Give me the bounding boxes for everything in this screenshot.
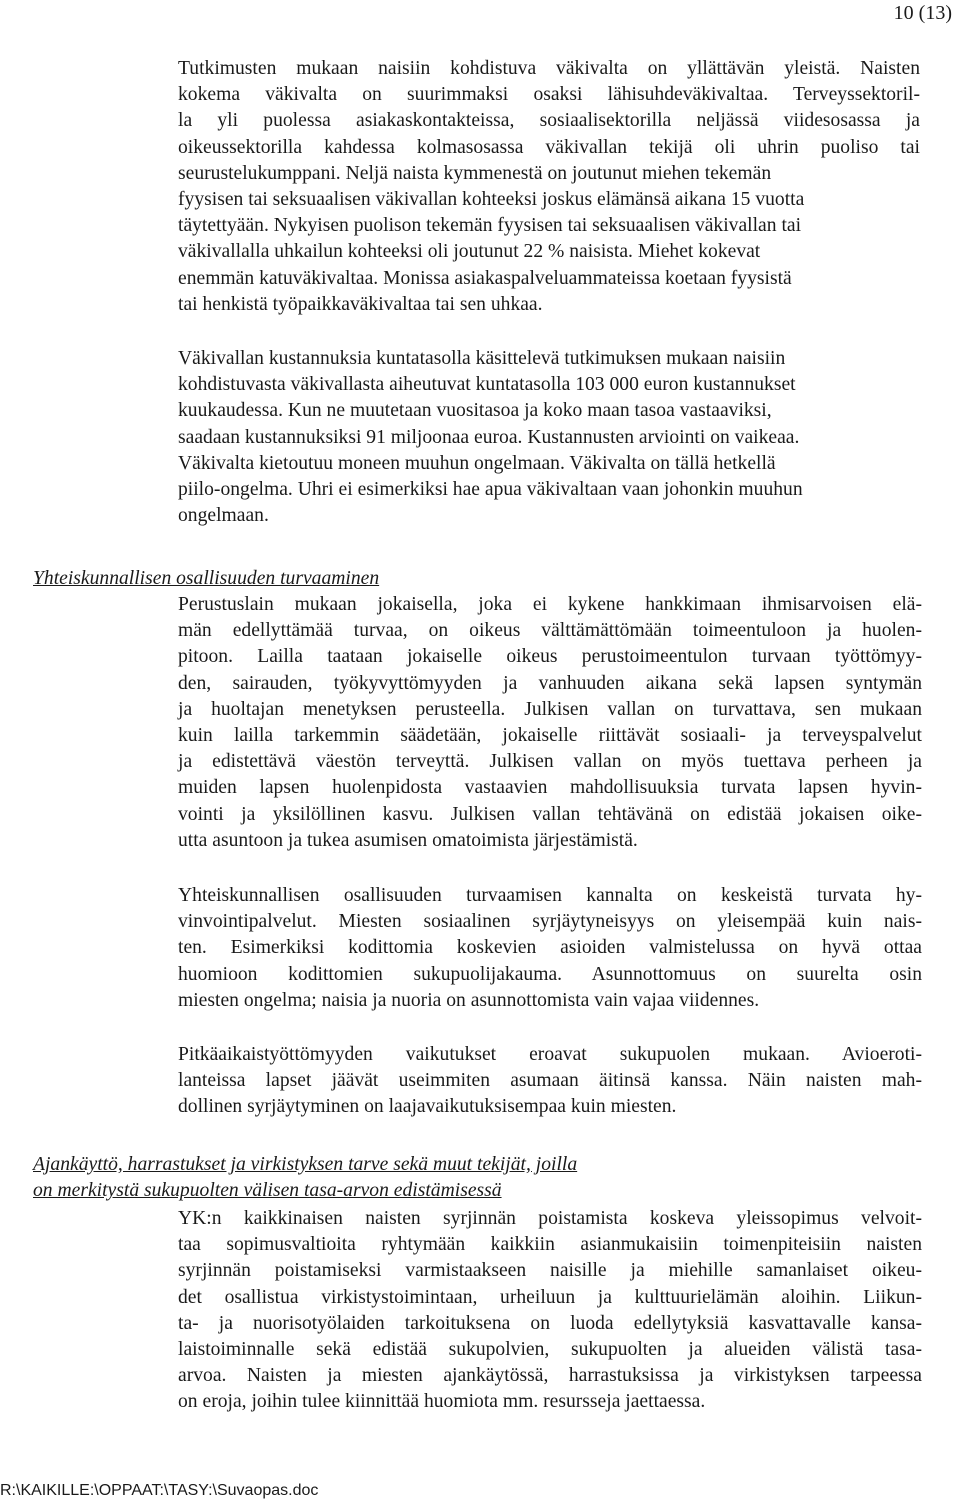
text-line: ja edistettävä väestön terveyttä. Julkisen vallan on myös tuettava perheen ja <box>178 751 922 773</box>
text-line: enemmän katuväkivaltaa. Monissa asiakaspalveluammateissa koetaan fyysistä <box>178 267 792 289</box>
paragraph-constitution <box>178 592 922 854</box>
text-line: la yli puolessa asiakaskontakteissa, sosiaalisektorilla neljässä viidesosassa ja <box>178 110 920 132</box>
heading-line: Ajankäyttö, harrastukset ja virkistyksen tarve sekä muut tekijät, joilla <box>33 1154 578 1175</box>
text-line: Perustuslain mukaan jokaisella, joka ei kykene hankkimaan ihmisarvoisen elä- <box>178 594 922 615</box>
text-line: ongelmaan. <box>178 505 269 527</box>
text-line: arvoa. Naisten ja miesten ajankäytössä, harrastuksissa ja virkistyksen tarpeessa <box>178 1365 922 1387</box>
paragraph-welfare-services <box>178 883 922 1014</box>
text-line: tai henkistä työpaikkaväkivaltaa tai sen uhkaa. <box>178 293 543 315</box>
text-line: saadaan kustannuksiksi 91 miljoonaa euroa. Kustannusten arviointi on vaikeaa. <box>178 426 800 448</box>
text-line: Pitkäaikaistyöttömyyden vaikutukset eroavat sukupuolen mukaan. Avioeroti- <box>178 1044 922 1065</box>
section-heading-social-inclusion <box>33 566 379 592</box>
text-line: seurustelukumppani. Neljä naista kymmenestä on joutunut miehen tekemän <box>178 162 772 184</box>
text-line: piilo-ongelma. Uhri ei esimerkiksi hae apua väkivaltaan vaan johonkin muuhun <box>178 478 803 500</box>
text-line: taa sopimusvaltioita ryhtymään kaikkiin asianmukaisiin toimenpiteisiin naisten <box>178 1234 922 1256</box>
text-line: män edellyttämää turvaa, on oikeus välttämättömään toimeentuloon ja huolen- <box>178 620 922 642</box>
text-line: laistoiminnalle sekä edistää sukupolvien, sukupuolten ja alueiden välistä tasa- <box>178 1338 922 1360</box>
text-line: kuukaudessa. Kun ne muutetaan vuositasoa ja koko maan tasoa vastaaviksi, <box>178 400 772 422</box>
text-line: kuin lailla tarkemmin säädetään, jokaiselle riittävät sosiaali- ja terveyspalvelut <box>178 724 922 746</box>
text-line: pitoon. Lailla taataan jokaiselle oikeus perustoimeentulon turvaan työttömyy- <box>178 646 922 668</box>
text-line: YK:n kaikkinaisen naisten syrjinnän poistamista koskeva yleissopimus velvoit- <box>178 1208 922 1229</box>
text-line: lanteissa lapset jäävät useimmiten asumaan äitinsä kanssa. Näin naisten mah- <box>178 1070 922 1092</box>
text-line: muiden lapsen huolenpidosta vastaavien mahdollisuuksia turvata lapsen hyvin- <box>178 777 922 799</box>
text-line: on eroja, joihin tulee kiinnittää huomiota mm. resursseja jaettaessa. <box>178 1391 706 1413</box>
text-line: Yhteiskunnallisen osallisuuden turvaamisen kannalta on keskeistä turvata hy- <box>178 885 922 906</box>
text-line: vinvointipalvelut. Miesten sosiaalinen syrjäytyneisyys on yleisempää kuin nais- <box>178 911 922 933</box>
footer-file-path: R:\KAIKILLE:\OPPAAT:\TASY:\Suvaopas.doc <box>0 1482 319 1499</box>
text-line: miesten ongelma; naisia ja nuoria on asunnottomista vain vajaa viidennes. <box>178 989 760 1011</box>
text-line: utta asuntoon ja tukea asumisen omatoimista järjestämistä. <box>178 829 638 851</box>
text-line: syrjinnän poistamiseksi varmistaakseen naisille ja miehille samanlaiset oikeu- <box>178 1260 922 1282</box>
text-line: det osallistua virkistystoimintaan, urheiluun ja kulttuurielämän aloihin. Liikun- <box>178 1286 922 1308</box>
text-line: Tutkimusten mukaan naisiin kohdistuva väkivalta on yllättävän yleistä. Naisten <box>178 58 920 79</box>
text-line: ja huoltajan menetyksen perusteella. Julkisen vallan on turvattava, sen mukaan <box>178 698 922 720</box>
paragraph-long-term-unemployment <box>178 1042 922 1121</box>
paragraph-violence-costs <box>178 346 920 529</box>
text-line: fyysisen tai seksuaalisen väkivallan kohteeksi joskus elämänsä aikana 15 vuotta <box>178 188 805 210</box>
heading-line: on merkitystä sukupuolten välisen tasa-arvon edistämisessä <box>33 1180 502 1202</box>
paragraph-un-convention <box>178 1206 922 1416</box>
text-line: ten. Esimerkiksi kodittomia koskevien asioiden valmistelussa on hyvä ottaa <box>178 937 922 959</box>
page-number: 10 (13) <box>893 2 952 24</box>
text-line: dollinen syrjäytyminen on laajavaikutuksisempaa kuin miesten. <box>178 1096 677 1118</box>
heading-line: Yhteiskunnallisen osallisuuden turvaaminen <box>33 568 380 589</box>
text-line: huomioon kodittomien sukupuolijakauma. Asunnottomuus on suurelta osin <box>178 963 922 985</box>
section-heading-leisure <box>33 1152 577 1204</box>
text-line: Väkivalta kietoutuu moneen muuhun ongelmaan. Väkivalta on tällä hetkellä <box>178 452 776 474</box>
text-line: den, sairauden, työkyvyttömyyden ja vanhuuden aikana sekä lapsen syntymän <box>178 672 922 694</box>
text-line: oikeussektorilla kahdessa kolmasosassa väkivallan tekijä oli uhrin puoliso tai <box>178 136 920 158</box>
text-line: kokema väkivalta on suurimmaksi osaksi lähisuhdeväkivaltaa. Terveyssektoril- <box>178 84 920 106</box>
text-line: täytettyään. Nykyisen puolison tekemän fyysisen tai seksuaalisen väkivallan tai <box>178 215 802 237</box>
text-line: ta- ja nuorisotyölaiden tarkoituksena on luoda edellytyksiä kasvattavalle kansa- <box>178 1312 922 1334</box>
text-line: väkivallalla uhkailun kohteeksi oli joutunut 22 % naisista. Miehet kokevat <box>178 241 761 263</box>
text-line: kohdistuvasta väkivallasta aiheutuvat kuntatasolla 103 000 euron kustannukset <box>178 374 796 396</box>
text-line: Väkivallan kustannuksia kuntatasolla käsittelevä tutkimuksen mukaan naisiin <box>178 348 786 369</box>
text-line: vointi ja yksilöllinen kasvu. Julkisen vallan tehtävänä on edistää jokaisen oike- <box>178 803 922 825</box>
paragraph-violence-prevalence <box>178 56 920 318</box>
